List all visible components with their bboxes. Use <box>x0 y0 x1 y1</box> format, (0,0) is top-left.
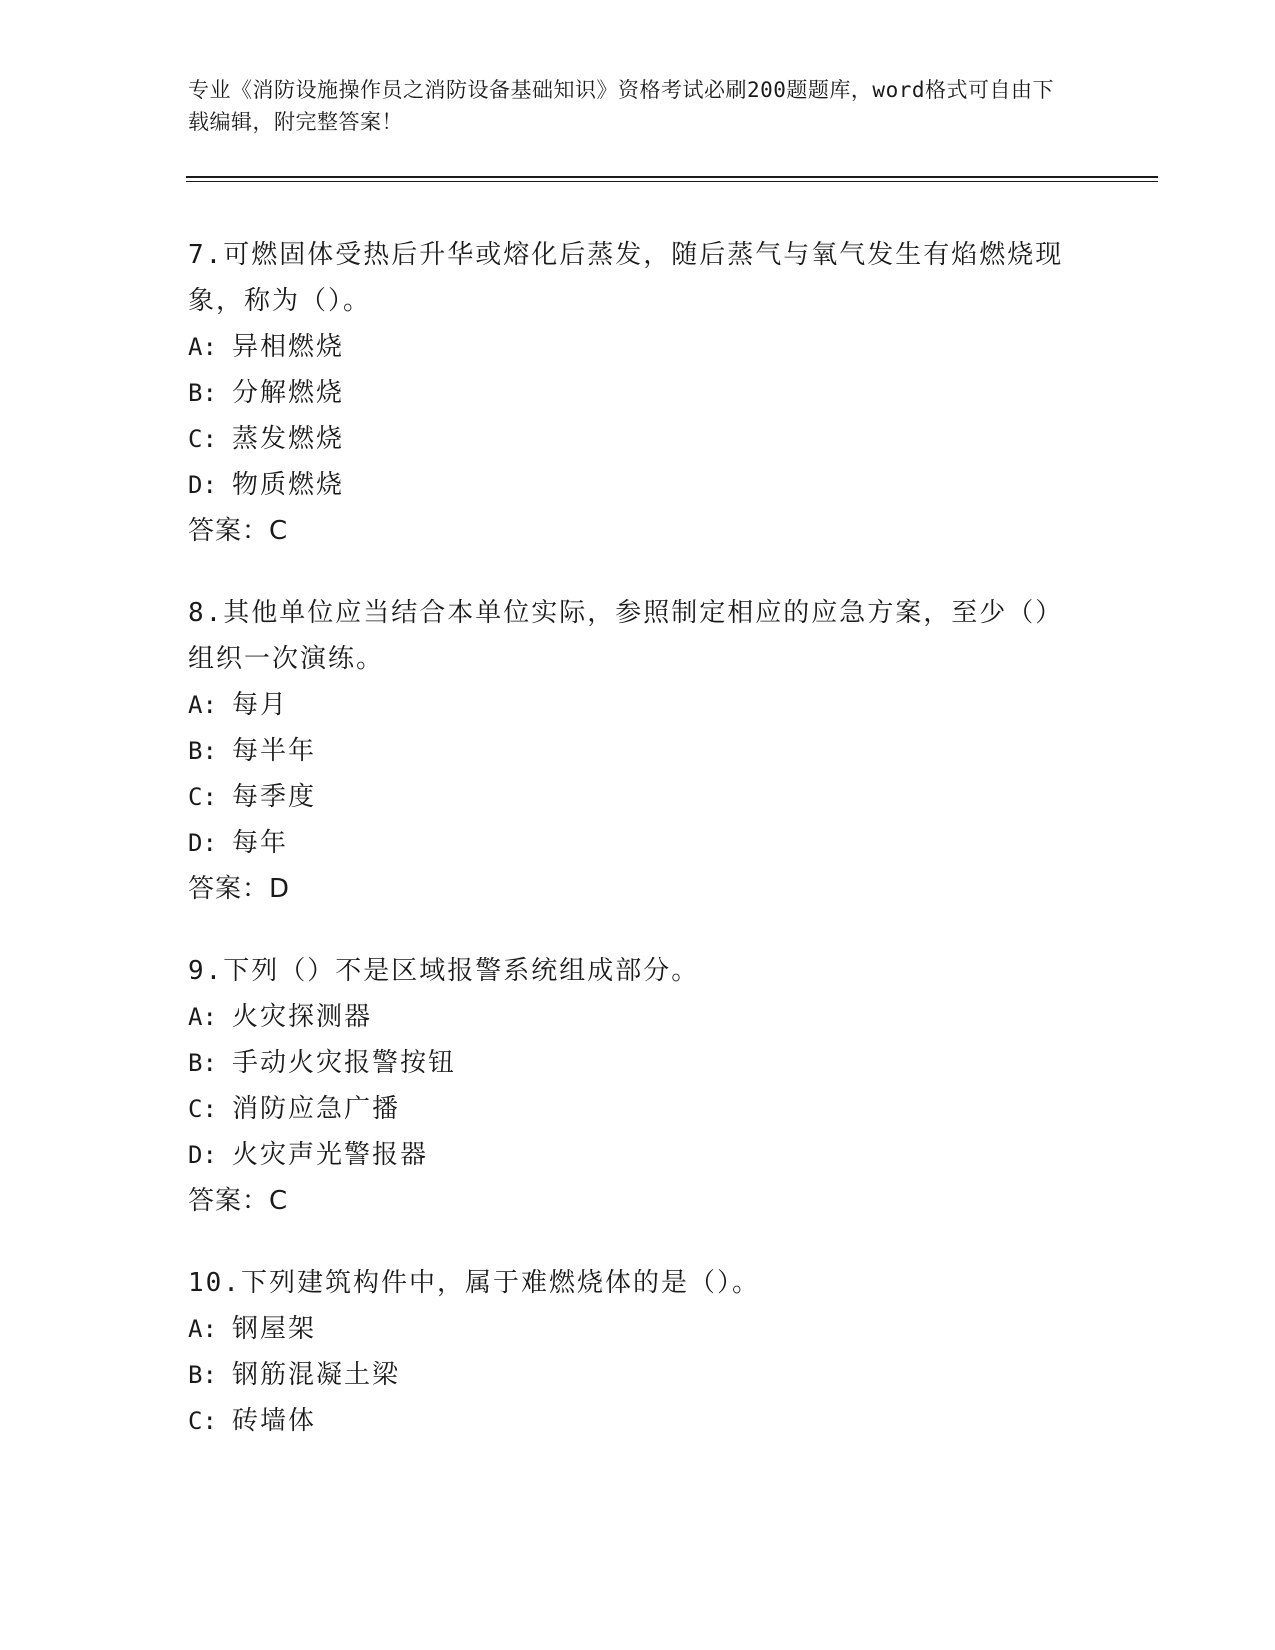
option-key: A: <box>188 1315 217 1343</box>
option-c <box>188 416 1068 462</box>
option-text: 分解燃烧 <box>232 378 345 408</box>
option-text: 每年 <box>232 828 289 858</box>
option-key: D: <box>188 471 217 499</box>
option-text: 消防应急广播 <box>232 1094 401 1124</box>
question-stem: 8.其他单位应当结合本单位实际，参照制定相应的应急方案，至少（）组织一次演练。 <box>188 598 1064 674</box>
option-c <box>188 774 1068 820</box>
option-text: 每月 <box>232 690 289 720</box>
option-key: C: <box>188 1407 217 1435</box>
option-text: 火灾声光警报器 <box>232 1140 429 1170</box>
option-b <box>188 370 1068 416</box>
option-key: B: <box>188 1049 217 1077</box>
question-stem: 10.下列建筑构件中，属于难燃烧体的是（）。 <box>188 1268 760 1298</box>
option-d <box>188 462 1068 508</box>
option-key: C: <box>188 783 217 811</box>
question-10 <box>188 1260 1068 1444</box>
header-divider-thin <box>186 181 1158 182</box>
option-text: 火灾探测器 <box>232 1002 373 1032</box>
question-stem: 7.可燃固体受热后升华或熔化后蒸发，随后蒸气与氧气发生有焰燃烧现象，称为（）。 <box>188 240 1064 316</box>
option-text: 每半年 <box>232 736 317 766</box>
answer-line: 答案：D <box>188 874 291 904</box>
option-c <box>188 1086 1068 1132</box>
option-text: 物质燃烧 <box>232 470 345 500</box>
option-key: B: <box>188 737 217 765</box>
option-d <box>188 820 1068 866</box>
option-key: B: <box>188 1361 217 1389</box>
answer-line: 答案：C <box>188 1186 289 1216</box>
option-key: A: <box>188 691 217 719</box>
option-key: D: <box>188 829 217 857</box>
question-7 <box>188 232 1068 554</box>
option-text: 钢筋混凝土梁 <box>232 1360 401 1390</box>
option-key: C: <box>188 425 217 453</box>
option-a <box>188 324 1068 370</box>
option-a <box>188 994 1068 1040</box>
header-divider <box>186 176 1158 178</box>
option-text: 每季度 <box>232 782 317 812</box>
question-8 <box>188 590 1068 912</box>
option-b <box>188 728 1068 774</box>
option-key: B: <box>188 379 217 407</box>
option-text: 砖墙体 <box>232 1406 317 1436</box>
question-9 <box>188 948 1068 1224</box>
option-a <box>188 1306 1068 1352</box>
option-b <box>188 1352 1068 1398</box>
option-key: D: <box>188 1141 217 1169</box>
option-a <box>188 682 1068 728</box>
option-d <box>188 1132 1068 1178</box>
option-b <box>188 1040 1068 1086</box>
option-key: A: <box>188 1003 217 1031</box>
option-text: 异相燃烧 <box>232 332 345 362</box>
option-key: A: <box>188 333 217 361</box>
option-key: C: <box>188 1095 217 1123</box>
question-stem: 9.下列（）不是区域报警系统组成部分。 <box>188 956 700 986</box>
option-text: 蒸发燃烧 <box>232 424 345 454</box>
option-c <box>188 1398 1068 1444</box>
document-header: 专业《消防设施操作员之消防设备基础知识》资格考试必刷200题题库，word格式可自由下载编辑，附完整答案！ <box>188 78 1054 134</box>
option-text: 钢屋架 <box>232 1314 317 1344</box>
answer-line: 答案：C <box>188 516 289 546</box>
option-text: 手动火灾报警按钮 <box>232 1048 457 1078</box>
